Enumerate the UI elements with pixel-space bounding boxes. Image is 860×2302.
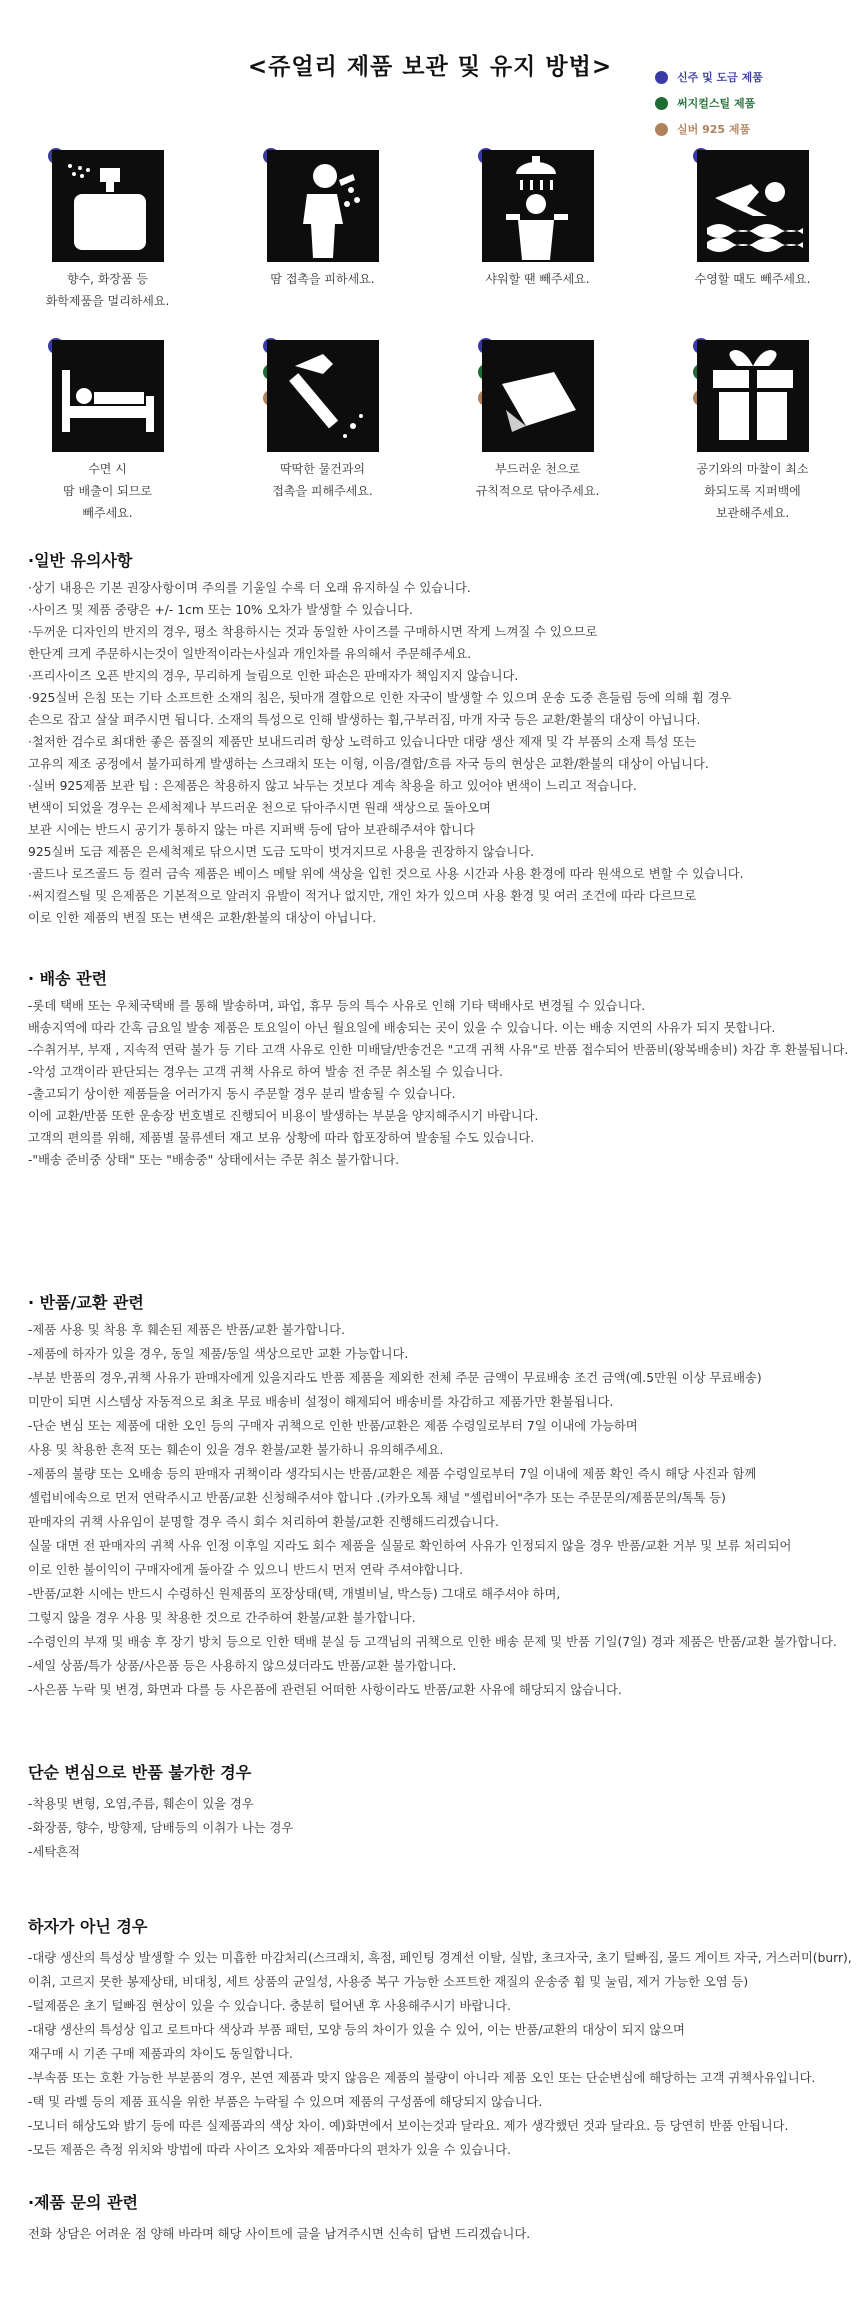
note-line: 손으로 잡고 살살 펴주시면 됩니다. 소재의 특성으로 인해 발생하는 휨,구부러짐, 마개 자국 등은 교환/환불의 대상이 아닙니다. (28, 713, 701, 727)
caption-line: 부드러운 천으로 (495, 462, 580, 476)
note-line: ·두꺼운 디자인의 반지의 경우, 평소 착용하시는 것과 동일한 사이즈를 구매하시면 작게 느껴질 수 있으므로 (28, 625, 598, 639)
section-heading: · 배송 관련 (28, 969, 108, 988)
legend-dot-steel (655, 97, 668, 110)
note-line: 이로 인한 불이익이 구매자에게 돌아갈 수 있으니 반드시 먼저 연락 주셔야합니다. (28, 1563, 463, 1577)
note-line: ·프리사이즈 오픈 반지의 경우, 무리하게 늘림으로 인한 파손은 판매자가 책임지지 않습니다. (28, 669, 519, 683)
perfume-spray-icon (52, 150, 164, 262)
note-line: -세일 상품/특가 상품/사은품 등은 사용하지 않으셨더라도 반품/교환 불가합니다. (28, 1659, 457, 1673)
note-line: -대량 생산의 특성상 발생할 수 있는 미흡한 마감처리(스크래치, 흑점, 페인팅 경계선 이탈, 실밥, 초크자국, 초기 털빠짐, 몰드 게이트 자국, 거스러미(burr), (28, 1951, 852, 1965)
swimming-icon (697, 150, 809, 262)
note-line: -부분 반품의 경우,귀책 사유가 판매자에게 있을지라도 반품 제품을 제외한 전체 주문 금액이 무료배송 조건 금액(예.5만원 이상 무료배송) (28, 1371, 762, 1385)
note-line: 925실버 도금 제품은 은세척제로 닦으시면 도금 도막이 벗겨지므로 사용을 권장하지 않습니다. (28, 845, 534, 859)
note-line: -부속품 또는 호환 가능한 부분품의 경우, 본연 제품과 맞지 않음은 제품의 불량이 아니라 제품 오인 또는 단순변심에 해당하는 고객 귀책사유입니다. (28, 2071, 816, 2085)
note-line: 이로 인한 제품의 변질 또는 변색은 교환/환불의 대상이 아닙니다. (28, 911, 377, 925)
note-line: ·상기 내용은 기본 권장사항이며 주의를 기울일 수록 더 오래 유지하실 수 있습니다. (28, 581, 471, 595)
care-caption (0, 458, 215, 524)
caption-line: 빼주세요. (82, 506, 133, 520)
hammer-icon (267, 340, 379, 452)
caption-line: 땀 접촉을 피하세요. (270, 272, 375, 286)
note-line: ·철저한 검수로 최대한 좋은 품질의 제품만 보내드리려 항상 노력하고 있습니다만 대량 생산 제재 및 각 부품의 소재 특성 또는 (28, 735, 697, 749)
note-line: -제품 사용 및 착용 후 훼손된 제품은 반품/교환 불가합니다. (28, 1323, 345, 1337)
note-line: 변색이 되었을 경우는 은세척제나 부드러운 천으로 닦아주시면 원래 색상으로 돌아오며 (28, 801, 491, 815)
note-line: 재구매 시 기존 구매 제품과의 차이도 동일합니다. (28, 2047, 293, 2061)
caption-line: 보관해주세요. (715, 506, 790, 520)
note-line: 사용 및 착용한 흔적 또는 훼손이 있을 경우 환불/교환 불가하니 유의해주세요. (28, 1443, 444, 1457)
note-line: -모든 제품은 측정 위치와 방법에 따라 사이즈 오차와 제품마다의 편차가 있을 수 있습니다. (28, 2143, 511, 2157)
gift-box-icon (697, 340, 809, 452)
note-line: -단순 변심 또는 제품에 대한 오인 등의 구매자 귀책으로 인한 반품/교환은 제품 수령일로부터 7일 이내에 가능하며 (28, 1419, 638, 1433)
caption-line: 공기와의 마찰이 최소 (696, 462, 809, 476)
note-line: 셀럽비에속으로 먼저 연락주시고 반품/교환 신청해주셔야 합니다 .(카카오톡 채널 "셀럽비어"추가 또는 주문문의/제품문의/톡톡 등) (28, 1491, 726, 1505)
note-line: -반품/교환 시에는 반드시 수령하신 원제품의 포장상태(택, 개별비닐, 박스등) 그대로 해주셔야 하며, (28, 1587, 561, 1601)
page-title: <쥬얼리 제품 보관 및 유지 방법> (247, 54, 613, 80)
care-caption (430, 458, 645, 502)
caption-line: 화되도록 지퍼백에 (704, 484, 801, 498)
caption-line: 향수, 화장품 등 (67, 272, 148, 286)
note-line: -세탁흔적 (28, 1845, 80, 1859)
section-heading: ·일반 유의사항 (28, 551, 133, 570)
note-line: 미만이 되면 시스템상 자동적으로 최초 무료 배송비 설정이 해제되어 배송비를 차감하고 제품가만 환불됩니다. (28, 1395, 614, 1409)
note-line: 배송지역에 따라 간혹 금요일 발송 제품은 토요일이 아닌 월요일에 배송되는 곳이 있을 수 있습니다. 이는 배송 지연의 사유가 되지 못합니다. (28, 1021, 776, 1035)
care-caption (0, 268, 215, 312)
note-line: ·써지컬스틸 및 은제품은 기본적으로 알러지 유발이 적거나 없지만, 개인 차가 있으며 사용 환경 및 여러 조건에 따라 다르므로 (28, 889, 697, 903)
note-line: 판매자의 귀책 사유임이 분명할 경우 즉시 회수 처리하여 환불/교환 진행해드리겠습니다. (28, 1515, 499, 1529)
note-line: 고객의 편의를 위해, 제품별 물류센터 재고 보유 상황에 따라 합포장하여 발송될 수도 있습니다. (28, 1131, 535, 1145)
note-line: 이에 교환/반품 또한 운송장 번호별로 진행되어 비용이 발생하는 부분을 양지해주시기 바랍니다. (28, 1109, 539, 1123)
section-heading: 단순 변심으로 반품 불가한 경우 (28, 1763, 252, 1782)
caption-line: 수면 시 (88, 462, 127, 476)
legend-item (655, 64, 855, 90)
material-legend (655, 64, 855, 142)
caption-line: 딱딱한 물건과의 (280, 462, 365, 476)
caption-line: 땀 배출이 되므로 (63, 484, 152, 498)
note-line: 보관 시에는 반드시 공기가 통하지 않는 마른 지퍼백 등에 담아 보관해주셔야 합니다 (28, 823, 475, 837)
caption-line: 접촉을 피해주세요. (272, 484, 373, 498)
note-line: -제품의 불량 또는 오배송 등의 판매자 귀책이라 생각되시는 반품/교환은 제품 수령일로부터 7일 이내에 제품 확인 즉시 해당 사진과 함께 (28, 1467, 757, 1481)
note-line: 고유의 제조 공정에서 불가피하게 발생하는 스크래치 또는 이형, 이음/결합/흐름 자국 등의 현상은 교환/환불의 대상이 아닙니다. (28, 757, 709, 771)
care-caption (430, 268, 645, 290)
legend-label: 실버 925 제품 (677, 123, 751, 136)
note-line: -털제품은 초기 털빠짐 현상이 있을 수 있습니다. 충분히 털어낸 후 사용해주시기 바랍니다. (28, 1999, 511, 2013)
note-line: -사은품 누락 및 변경, 화면과 다를 등 사은품에 관련된 어떠한 사항이라도 반품/교환 사유에 해당되지 않습니다. (28, 1683, 622, 1697)
sleep-bed-icon (52, 340, 164, 452)
note-line: -수취거부, 부재 , 지속적 연락 불가 등 기타 고객 사유로 인한 미배달/반송건은 "고객 귀책 사유"로 반품 접수되어 반품비(왕복배송비) 차감 후 환불됩니다. (28, 1043, 849, 1057)
inquiry-note: 전화 상담은 어려운 점 양해 바라며 해당 사이트에 글을 남겨주시면 신속히 답변 드리겠습니다. (28, 2227, 531, 2241)
note-line: -수령인의 부재 및 배송 후 장기 방치 등으로 인한 택배 분실 등 고객님의 귀책으로 인한 배송 문제 및 반품 기일(7일) 경과 제품은 반품/교환 불가합니다. (28, 1635, 837, 1649)
note-line: -출고되기 상이한 제품들을 어러가지 동시 주문할 경우 분리 발송될 수 있습니다. (28, 1087, 456, 1101)
note-line: ·925실버 은침 또는 기타 소프트한 소재의 침은, 뒷마개 결합으로 인한 자국이 발생할 수 있으며 운송 도중 흔들림 등에 의해 휨 경우 (28, 691, 732, 705)
caption-line: 수영할 때도 빼주세요. (694, 272, 811, 286)
note-line: ·실버 925제품 보관 팁 : 은제품은 착용하지 않고 놔두는 것보다 계속 착용을 하고 있어야 변색이 느리고 적습니다. (28, 779, 637, 793)
legend-item (655, 116, 855, 142)
caption-line: 규칙적으로 닦아주세요. (475, 484, 600, 498)
legend-item (655, 90, 855, 116)
note-line: -착용및 변형, 오염,주름, 훼손이 있을 경우 (28, 1797, 254, 1811)
legend-label: 신주 및 도금 제품 (677, 71, 763, 84)
care-caption (215, 268, 430, 290)
note-line: -제품에 하자가 있을 경우, 동일 제품/동일 색상으로만 교환 가능합니다. (28, 1347, 409, 1361)
soft-cloth-icon (482, 340, 594, 452)
section-heading: 하자가 아닌 경우 (28, 1917, 148, 1936)
caption-line: 화학제품을 멀리하세요. (45, 294, 170, 308)
legend-label: 써지컬스틸 제품 (677, 97, 756, 110)
note-line: -모니터 해상도와 밝기 등에 따른 실제품과의 색상 차이. 예)화면에서 보이는것과 달라요. 제가 생각했던 것과 달라요. 등 당연히 반품 안됩니다. (28, 2119, 789, 2133)
legend-dot-plated (655, 71, 668, 84)
legend-dot-silver (655, 123, 668, 136)
note-line: -화장품, 향수, 방향제, 담배등의 이취가 나는 경우 (28, 1821, 294, 1835)
note-line: ·사이즈 및 제품 중량은 +/- 1cm 또는 10% 오차가 발생할 수 있습니다. (28, 603, 413, 617)
note-line: -악성 고객이라 판단되는 경우는 고객 귀책 사유로 하여 발송 전 주문 취소될 수 있습니다. (28, 1065, 503, 1079)
note-line: 실물 대면 전 판매자의 귀책 사유 인정 이후일 지라도 회수 제품을 실물로 확인하여 사유가 인정되지 않을 경우 반품/교환 거부 및 보류 처리되어 (28, 1539, 792, 1553)
note-line: -대량 생산의 특성상 입고 로트마다 색상과 부품 패턴, 모양 등의 차이가 있을 수 있어, 이는 반품/교환의 대상이 되지 않으며 (28, 2023, 685, 2037)
section-heading: ·제품 문의 관련 (28, 2193, 138, 2212)
care-caption (645, 458, 860, 524)
note-line: -"배송 준비중 상태" 또는 "배송중" 상태에서는 주문 취소 불가합니다. (28, 1153, 400, 1167)
note-line: -택 및 라벨 등의 제품 표식을 위한 부품은 누락될 수 있으며 제품의 구성품에 해당되지 않습니다. (28, 2095, 543, 2109)
note-line: 그렇지 않을 경우 사용 및 착용한 것으로 간주하여 환불/교환 불가합니다. (28, 1611, 416, 1625)
section-heading: · 반품/교환 관련 (28, 1293, 144, 1312)
shower-icon (482, 150, 594, 262)
note-line: 한단계 크게 주문하시는것이 일반적이라는사실과 개인차를 유의해서 주문해주세요. (28, 647, 472, 661)
note-line: 이취, 고르지 못한 봉제상태, 비대칭, 세트 상품의 균일성, 사용중 복구 가능한 소프트한 재질의 운송중 휨 및 눌림, 제거 가능한 오염 등) (28, 1975, 749, 1989)
note-line: ·골드나 로즈골드 등 컬러 금속 제품은 베이스 메탈 위에 색상을 입힌 것으로 사용 시간과 사용 환경에 따라 원색으로 변할 수 있습니다. (28, 867, 744, 881)
note-line: -롯데 택배 또는 우체국택배 를 통해 발송하며, 파업, 휴무 등의 특수 사유로 인해 기타 택배사로 변경될 수 있습니다. (28, 999, 646, 1013)
care-caption (645, 268, 860, 290)
sweat-icon (267, 150, 379, 262)
caption-line: 샤워할 땐 빼주세요. (485, 272, 590, 286)
care-caption (215, 458, 430, 502)
